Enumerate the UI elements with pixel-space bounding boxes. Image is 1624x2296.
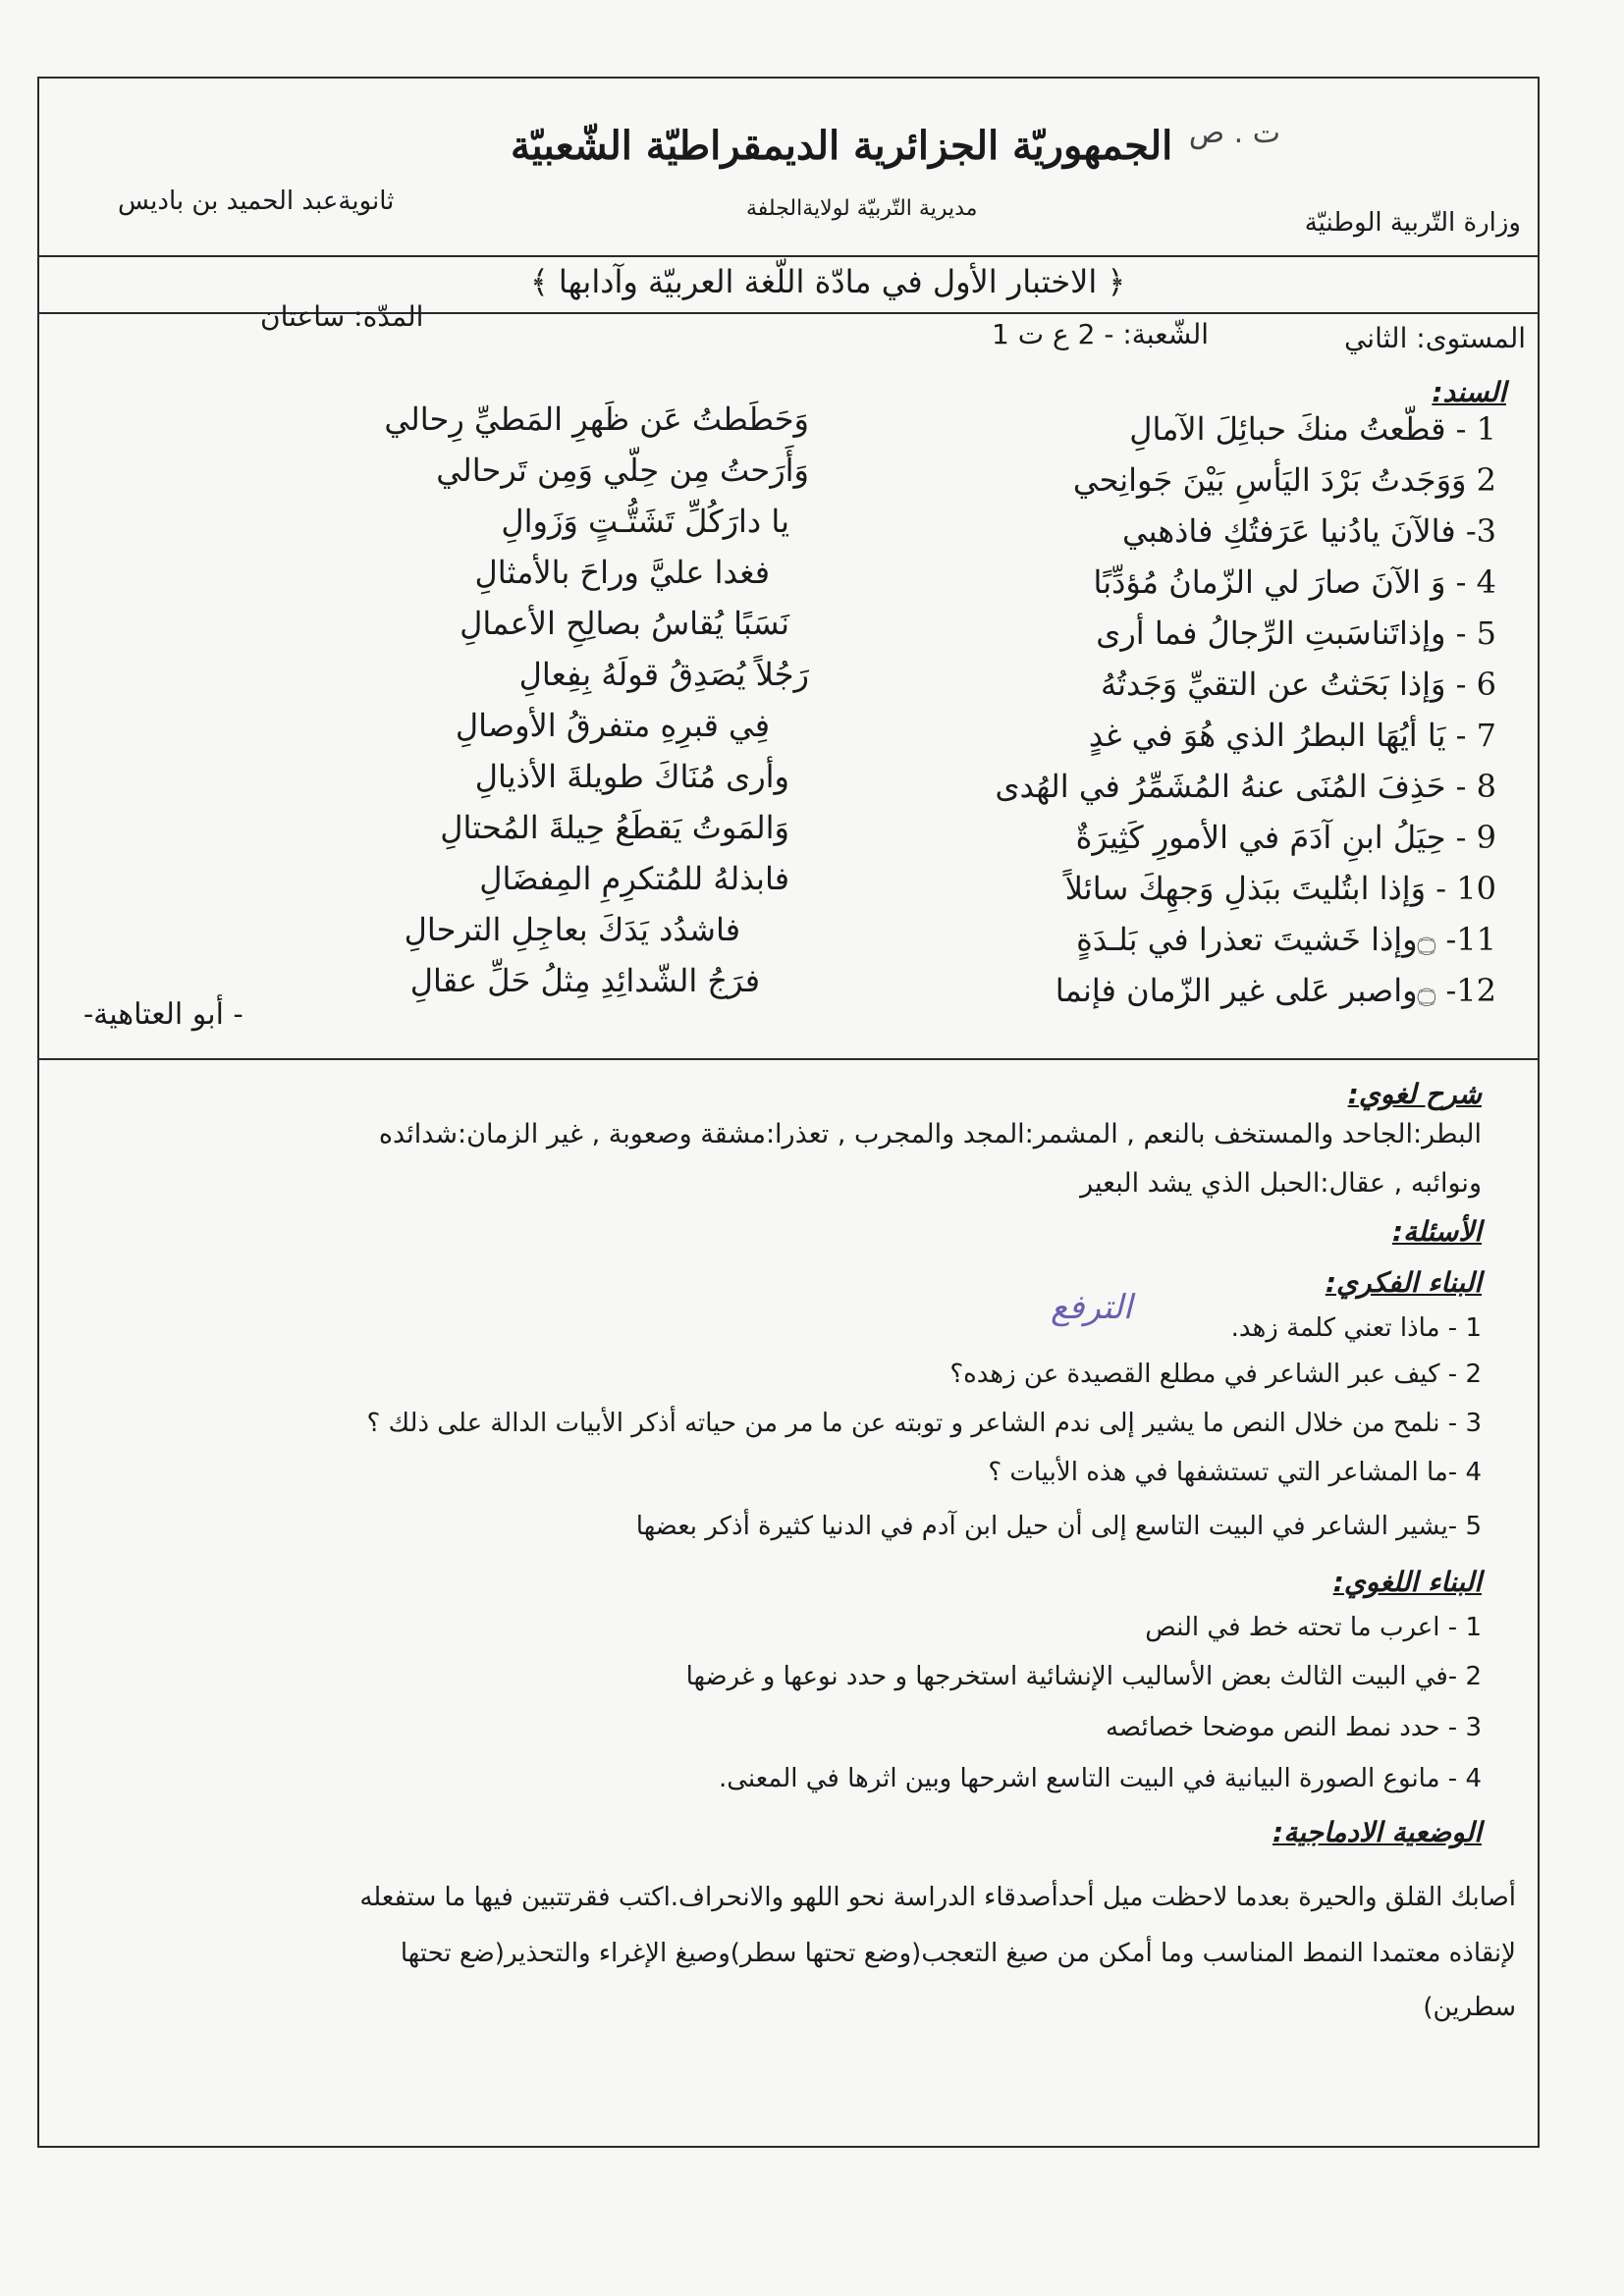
- duration-info: المدّة: ساعتان: [260, 300, 424, 333]
- question-item: 4 - مانوع الصورة البيانية في البيت التاسع اشرحها وبين اثرها في المعنى.: [718, 1764, 1482, 1793]
- question-item: 3 - نلمح من خلال النص ما يشير إلى ندم الشاعر و توبته عن ما مر من حياته أذكر الأبيات الدالة على ذلك ؟: [366, 1409, 1482, 1438]
- question-item: 4 -ما المشاعر التي تستشفها في هذه الأبيات ؟: [988, 1458, 1482, 1487]
- integration-line: لإنقاذه معتمدا النمط المناسب وما أمكن من صيغ التعجب(وضع تحتها سطر)وصيغ الإغراء والتحذير(ضع تحتها: [400, 1939, 1516, 1968]
- verse-left: رَجُلاً يُصَدِقُ قولَهُ بِفِعالِ: [518, 656, 809, 693]
- text-label: السند:: [1432, 376, 1506, 408]
- integration-line: أصابك القلق والحيرة بعدما لاحظت ميل أحدأصدقاء الدراسة نحو اللهو والانحراف.اكتب فقرتتبين فيها ما ستفعله: [359, 1883, 1516, 1912]
- verse-left: وأرى مُنَاكَ طويلةَ الأذيالِ: [474, 758, 789, 795]
- intellectual-label: البناء الفكري:: [1325, 1266, 1482, 1299]
- exam-title: ﴿ الاختبار الأول في مادّة اللّغة العربيّة وآدابها ﴾: [530, 263, 1126, 300]
- glossary-line: ونوائبه , عقال:الحبل الذي يشد البعير: [1080, 1168, 1482, 1199]
- header-divider: [37, 255, 1540, 257]
- glossary-label: شرح لغوي:: [1347, 1078, 1482, 1110]
- ministry-name: وزارة التّربية الوطنيّة: [1304, 208, 1521, 238]
- corner-mark: ت . ص: [1188, 116, 1280, 150]
- verse-right: 12- ۝واصبر عَلى غير الزّمان فإنما: [1055, 972, 1496, 1009]
- verse-right: 2 وَوَجَدتُ بَرْدَ اليَأسِ بَيْنَ جَوانِحي: [1072, 461, 1496, 499]
- verse-left: وَأَرَحتُ مِن حِلّي وَمِن تَرحالي: [436, 452, 809, 489]
- verse-left: فغدا عليَّ وراحَ بالأمثالِ: [474, 554, 770, 591]
- verse-right: 1 - قطّعتُ منكَ حبائِلَ الآمالِ: [1129, 410, 1496, 448]
- level-info: المستوى: الثاني: [1343, 322, 1526, 354]
- question-item: 2 - كيف عبر الشاعر في مطلع القصيدة عن زهده؟: [949, 1360, 1482, 1389]
- verse-left: وَحَطَطتُ عَن ظَهرِ المَطيِّ رِحالي: [384, 400, 809, 438]
- verse-left: نَسَبًا يُقاسُ بصالِحِ الأعمالِ: [460, 605, 789, 642]
- verse-right: 4 - وَ الآنَ صارَ لي الزّمانُ مُؤدِّبًا: [1093, 563, 1496, 601]
- question-item: 1 - اعرب ما تحته خط في النص: [1145, 1613, 1482, 1642]
- integration-line: سطرين): [1423, 1993, 1516, 2022]
- linguistic-label: البناء اللغوي:: [1332, 1566, 1482, 1598]
- integration-label: الوضعية الادماجية:: [1272, 1816, 1482, 1848]
- verse-right: 11- ۝وإذا خَشيتَ تعذرا في بَلـدَةٍ: [1076, 921, 1496, 958]
- school-name: ثانويةعبد الحميد بن باديس: [118, 187, 395, 216]
- verse-left: فِي قبرِهِ متفرقُ الأوصالِ: [455, 707, 770, 744]
- verse-left: فرَجُ الشّدائِدِ مِثلُ حَلِّ عقالِ: [409, 962, 760, 999]
- republic-title: الجمهوريّة الجزائرية الديمقراطيّة الشّعبيّة: [511, 123, 1173, 169]
- poet-name: - أبو العتاهية-: [83, 997, 244, 1032]
- verse-left: وَالمَوتُ يَقطَعُ حِيلةَ المُحتالِ: [440, 809, 789, 846]
- handwritten-answer: الترفع: [1051, 1288, 1133, 1327]
- glossary-line: البطر:الجاحد والمستخف بالنعم , المشمر:المجد والمجرب , تعذرا:مشقة وصعوبة , غير الزمان:شدائده: [378, 1119, 1482, 1149]
- question-item: 1 - ماذا تعني كلمة زهد.: [1230, 1313, 1482, 1343]
- verse-right: 3- فالآنَ يادُنيا عَرَفتُكِ فاذهبي: [1121, 512, 1496, 550]
- verse-left: فاشدُد يَدَكَ بعاجِلِ الترحالِ: [404, 911, 740, 948]
- verse-left: يا دارَكُلِّ تَشَتُّـتٍ وَزَوالِ: [501, 503, 789, 540]
- question-item: 5 -يشير الشاعر في البيت التاسع إلى أن حيل ابن آدم في الدنيا كثيرة أذكر بعضها: [635, 1512, 1482, 1541]
- questions-label: الأسئلة:: [1391, 1215, 1482, 1248]
- verse-right: 7 - يَا أيُهَا البطرُ الذي هُوَ في غدٍ: [1088, 717, 1496, 754]
- glossary-divider: [37, 1058, 1540, 1060]
- verse-right: 8 - حَذِفَ المُنَى عنهُ المُشَمِّرُ في الهُدى: [995, 768, 1496, 805]
- verse-right: 5 - وإذاتَناسَبتِ الرِّجالُ فما أرى: [1096, 614, 1496, 652]
- verse-right: 6 - وَإذا بَحَثتُ عن التقيِّ وَجَدتُهُ: [1100, 666, 1496, 703]
- branch-info: الشّعبة: - 2 ع ت 1: [992, 318, 1210, 350]
- verse-right: 10 - وَإذا ابتُليتَ ببَذلِ وَجهِكَ سائلاً: [1064, 870, 1496, 907]
- question-item: 2 -في البيت الثالث بعض الأساليب الإنشائية استخرجها و حدد نوعها و غرضها: [685, 1662, 1482, 1691]
- verse-right: 9 - حِيَلُ ابنِ آدَمَ في الأمورِ كَثِيرَةٌ: [1075, 819, 1496, 856]
- verse-left: فابذلهُ للمُتكرِمِ المِفضَالِ: [479, 860, 789, 897]
- directorate-name: مديرية التّربيّة لولايةالجلفة: [746, 196, 978, 221]
- question-item: 3 - حدد نمط النص موضحا خصائصه: [1105, 1713, 1482, 1742]
